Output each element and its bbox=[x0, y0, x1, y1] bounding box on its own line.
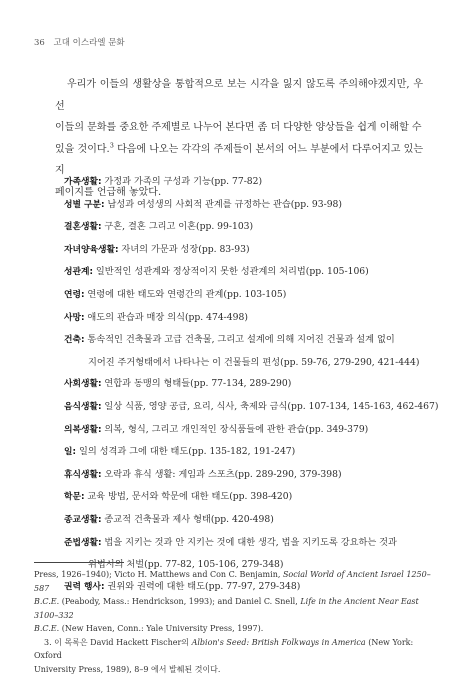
topic-description: 종교적 건축물과 제사 형태(pp. 420-498) bbox=[101, 513, 274, 525]
topic-entry bbox=[64, 284, 424, 307]
topic-entry bbox=[64, 441, 424, 464]
intro-line-3-start: 있을 것이다. bbox=[55, 143, 110, 155]
footnote-text: (New Haven, Conn.: Yale University Press, 1997). bbox=[59, 624, 264, 633]
footnote-divider bbox=[34, 562, 124, 563]
intro-line-2: 이들의 문화를 중요한 주제별로 나누어 본다면 좀 더 다양한 양상들을 쉽게 이해할 수 bbox=[55, 122, 422, 133]
topic-entry bbox=[64, 464, 424, 487]
topic-term: 성관계: bbox=[64, 267, 94, 278]
topic-entry bbox=[64, 307, 424, 330]
intro-line-4: 페이지를 언급해 놓았다. bbox=[55, 186, 162, 198]
footnote-text: Press, 1926–1940); Victo H. Matthews and Con C. Benjamin, bbox=[34, 570, 283, 579]
topic-entry bbox=[64, 261, 424, 284]
topic-description: 일상 식품, 영양 공급, 요리, 식사, 축제와 금식(pp. 107-134, 145-163, 462-467) bbox=[101, 400, 439, 412]
topic-term: 음식생활: bbox=[64, 401, 102, 412]
book-title: Life in the Ancient Near East 3100–332 bbox=[34, 597, 419, 620]
topic-entry bbox=[64, 329, 424, 373]
topic-list bbox=[64, 171, 439, 598]
topic-entry bbox=[64, 419, 424, 442]
topic-description: 자녀의 가문과 성장(pp. 83-93) bbox=[118, 243, 250, 255]
topic-term: 준법생활: bbox=[64, 537, 102, 548]
topic-term: 성별 구분: bbox=[64, 199, 105, 210]
book-title: B.C.E. bbox=[34, 597, 60, 606]
topic-description-continued: 지어진 주거형태에서 나타나는 이 건물들의 편성(pp. 59-76, 279-290, 421-444) bbox=[88, 356, 420, 368]
topic-entry bbox=[64, 216, 424, 239]
topic-entry bbox=[64, 486, 424, 509]
topic-entry bbox=[64, 171, 424, 194]
page-number: 36 bbox=[34, 38, 45, 48]
topic-description: 의복, 형식, 그리고 개인적인 장식품들에 관한 관습(pp. 349-379) bbox=[101, 423, 369, 435]
footnote-text: 3. 이 목록은 David Hackett Fischer의 bbox=[44, 637, 192, 647]
footnote-ref[interactable]: 3 bbox=[109, 141, 114, 150]
topic-entry bbox=[64, 194, 424, 217]
topic-term: 일: bbox=[64, 447, 77, 458]
footnote-continuation bbox=[34, 568, 434, 636]
topic-description: 오락과 휴식 생활: 게임과 스포츠(pp. 289-290, 379-398) bbox=[101, 468, 342, 480]
topic-term: 연령: bbox=[64, 289, 85, 300]
running-title: 고대 이스라엘 문화 bbox=[53, 38, 125, 48]
topic-description: 통속적인 건축물과 고급 건축물, 그리고 설계에 의해 지어진 건물과 설계 없이 bbox=[84, 334, 395, 346]
topic-term: 권력 행사: bbox=[64, 581, 105, 592]
intro-line-3-end: 다음에 나오는 각각의 주제들이 본서의 어느 부분에서 다루어지고 있는지 bbox=[55, 143, 423, 176]
topic-description: 법을 지키는 것과 안 지키는 것에 대한 생각, 법을 지키도록 강요하는 것과 bbox=[101, 536, 397, 548]
topic-description: 남성과 여성생의 사회적 관계를 규정하는 관습(pp. 93-98) bbox=[104, 198, 342, 210]
footnote-text: (New York: Oxford bbox=[34, 637, 414, 660]
topic-entry bbox=[64, 509, 424, 532]
book-title: B.C.E. bbox=[34, 624, 60, 633]
book-title: Albion's Seed: British Folkways in America bbox=[191, 637, 366, 647]
topic-term: 가족생활: bbox=[64, 177, 102, 187]
topic-description: 교육 방법, 문서와 학문에 대한 태도(pp. 398-420) bbox=[84, 491, 293, 503]
topic-description: 구혼, 결혼 그리고 이혼(pp. 99-103) bbox=[101, 221, 254, 233]
topic-term: 종교생활: bbox=[64, 514, 102, 525]
topic-entry bbox=[64, 239, 424, 262]
topic-entry bbox=[64, 373, 424, 396]
topic-term: 휴식생활: bbox=[64, 469, 102, 480]
footnotes bbox=[34, 568, 434, 676]
topic-term: 학문: bbox=[64, 492, 85, 503]
intro-line-1: 우리가 이들의 생활상을 통합적으로 보는 시각을 잃지 않도록 주의해야겠지만, 우선 bbox=[55, 79, 423, 112]
topic-description: 연합과 동맹의 형태들(pp. 77-134, 289-290) bbox=[101, 378, 292, 390]
topic-term: 건축: bbox=[64, 335, 85, 346]
footnote-text: (Peabody, Mass.: Hendrickson, 1993); and Daniel C. Snell, bbox=[59, 597, 301, 606]
topic-description: 일반적인 성관계와 정상적이지 못한 성관계의 처리법(pp. 105-106) bbox=[93, 266, 369, 278]
topic-term: 의복생활: bbox=[64, 424, 102, 435]
topic-description: 애도의 관습과 매장 의식(pp. 474-498) bbox=[84, 311, 248, 323]
topic-term: 자녀양육생활: bbox=[64, 244, 119, 255]
footnote-3 bbox=[34, 636, 434, 663]
topic-entry bbox=[64, 396, 439, 419]
footnote-3-continuation: University Press, 1989), 8–9 에서 발췌된 것이다. bbox=[34, 664, 221, 674]
topic-term: 사회생활: bbox=[64, 379, 102, 390]
topic-description: 일의 성격과 그에 대한 태도(pp. 135-182, 191-247) bbox=[76, 446, 296, 458]
topic-description: 가정과 가족의 구성과 기능(pp. 77-82) bbox=[101, 176, 263, 187]
topic-description-continued: 위법시의 처벌(pp. 77-82, 105-106, 279-348) bbox=[88, 559, 284, 571]
topic-term: 사망: bbox=[64, 312, 85, 323]
topic-term: 결혼생활: bbox=[64, 222, 102, 233]
book-title: Social World of Ancient Israel 1250–587 bbox=[34, 570, 431, 593]
topic-description: 권위와 권력에 대한 태도(pp. 77-97, 279-348) bbox=[104, 580, 301, 592]
running-header bbox=[34, 36, 125, 48]
topic-description: 연령에 대한 태도와 연령간의 관계(pp. 103-105) bbox=[84, 288, 287, 300]
